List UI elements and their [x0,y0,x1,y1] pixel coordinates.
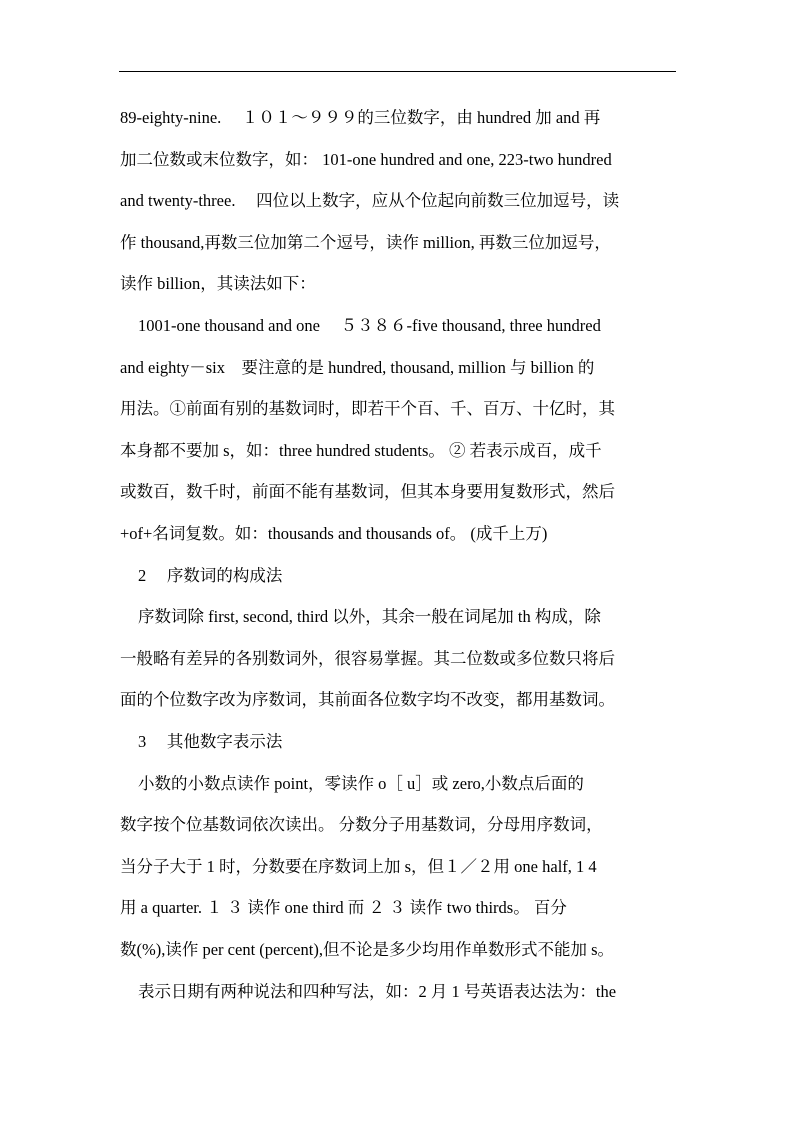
text-line: 数字按个位基数词依次读出。 分数分子用基数词，分母用序数词， [120,815,603,834]
text-line: 用 a quarter. １ ３ 读作 one third 而 ２ ３ 读作 two thirds。 百分 [120,898,567,917]
text-line: 面的个位数字改为序数词，其前面各位数字均不改变，都用基数词。 [120,690,615,709]
text-line: 加二位数或末位数字，如： 101-one hundred and one, 223-two hundred [120,150,612,169]
text-line: 表示日期有两种说法和四种写法，如：2 月 1 号英语表达法为：the [138,982,617,1001]
text-line: 作 thousand,再数三位加第二个逗号，读作 million, 再数三位加逗号， [120,233,611,252]
text-line: 用法。①前面有别的基数词时，即若干个百、千、百万、十亿时，其 [120,399,615,418]
text-line: 小数的小数点读作 point，零读作 o［ u］或 zero,小数点后面的 [138,774,584,793]
text-line: 本身都不要加 s，如：three hundred students。 ② 若表示成百，成千 [120,441,602,460]
text-line: +of+名词复数。如：thousands and thousands of。 (成千上万) [120,524,548,543]
section-heading: 2 序数词的构成法 [138,566,283,585]
text-line: 1001-one thousand and one ５３８６-five thousand, three hundred [138,316,601,335]
text-line: 读作 billion，其读法如下： [120,274,316,293]
text-line: 当分子大于 1 时，分数要在序数词上加 s，但１／２用 one half, 1 4 [120,857,597,876]
section-heading: 3 其他数字表示法 [138,732,283,751]
text-line: and twenty-three. 四位以上数字，应从个位起向前数三位加逗号，读 [120,191,620,210]
text-line: 一般略有差异的各别数词外，很容易掌握。其二位数或多位数只将后 [120,649,615,668]
text-line: 序数词除 first, second, third 以外，其余一般在词尾加 th 构成，除 [138,607,601,626]
header-rule [119,71,676,72]
text-line: 数(%),读作 per cent (percent),但不论是多少均用作单数形式不能加 s。 [120,940,614,959]
text-line: 89-eighty-nine. １０１～９９９的三位数字，由 hundred 加 and 再 [120,108,601,127]
text-line: and eighty－six 要注意的是 hundred, thousand, million 与 billion 的 [120,358,595,377]
text-line: 或数百，数千时，前面不能有基数词，但其本身要用复数形式，然后 [120,482,615,501]
